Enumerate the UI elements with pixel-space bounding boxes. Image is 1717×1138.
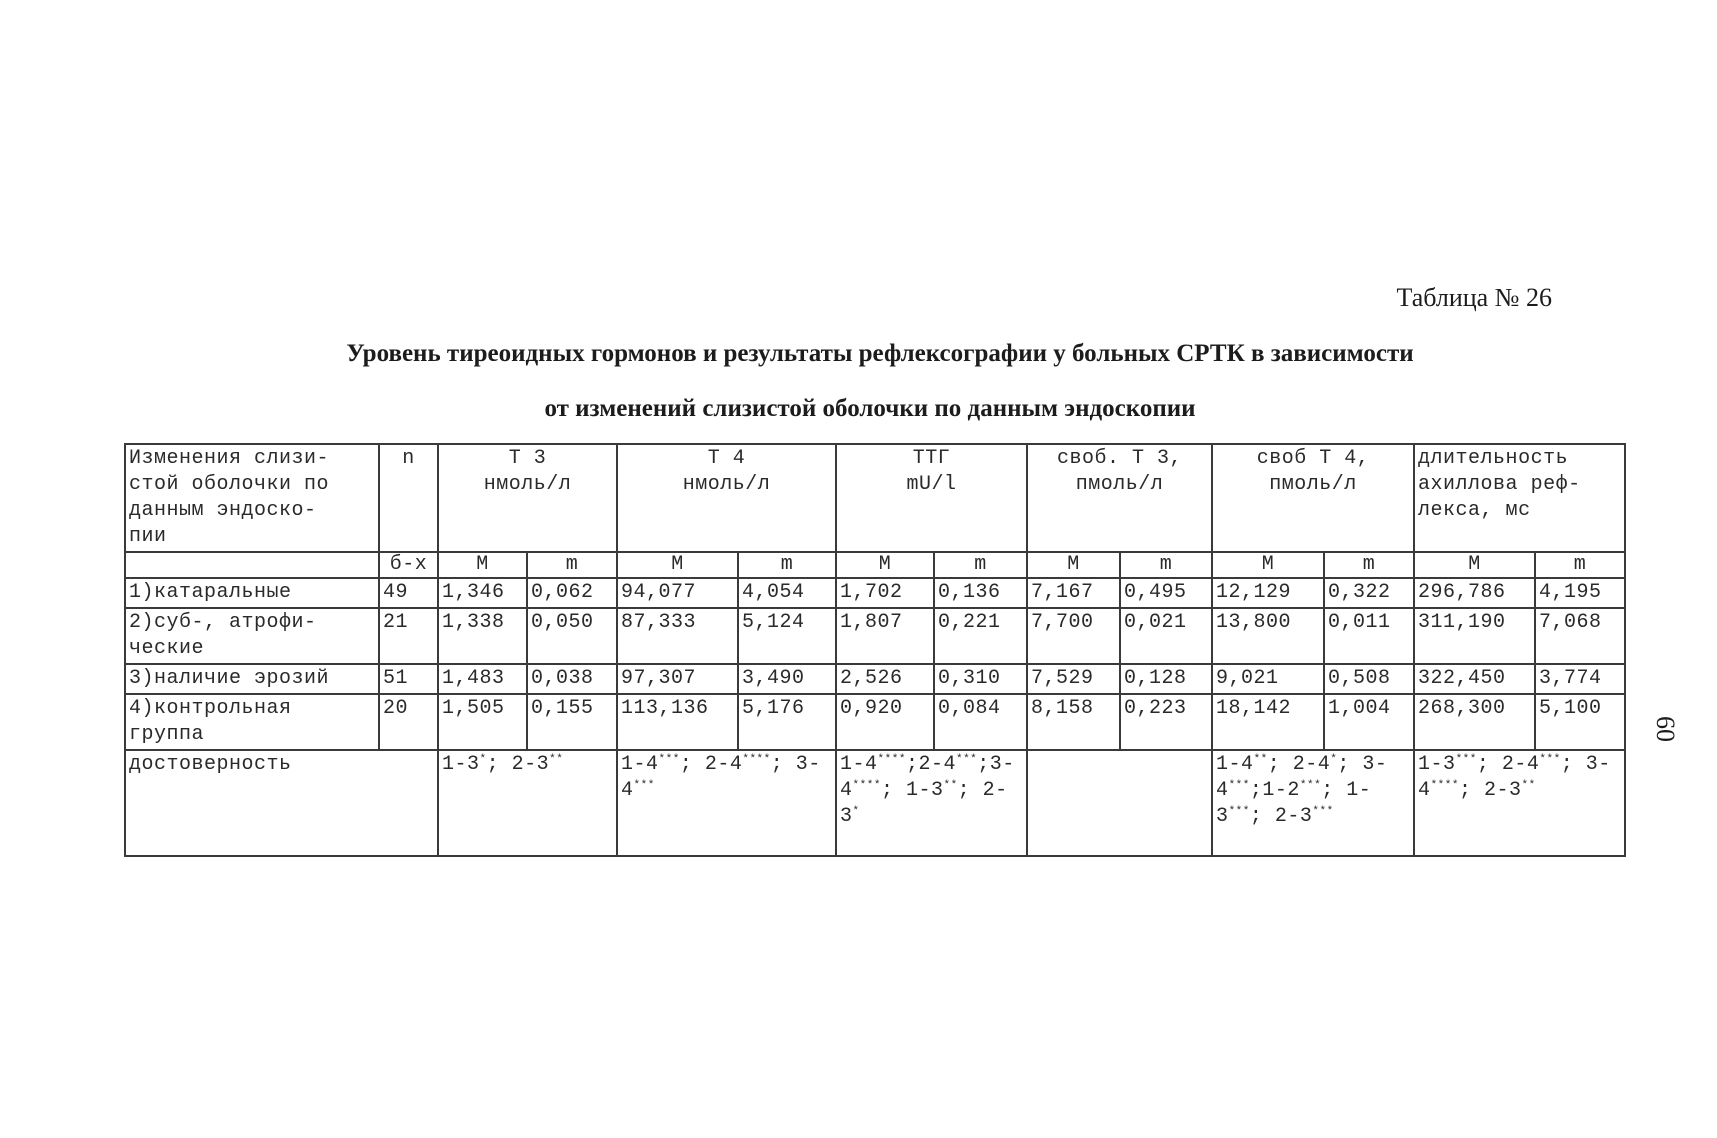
cell: 4,195 [1535, 578, 1625, 608]
header-free-t3-unit: пмоль/л [1075, 473, 1164, 496]
cell: 94,077 [617, 578, 738, 608]
cell: 5,176 [738, 694, 836, 750]
cell: 97,307 [617, 664, 738, 694]
significance-row [125, 750, 1625, 856]
cell: 0,084 [934, 694, 1027, 750]
cell: 0,495 [1120, 578, 1212, 608]
cell: 1,338 [438, 608, 527, 664]
sub-header-empty [125, 552, 379, 578]
cell: 1,483 [438, 664, 527, 694]
cell: 1,004 [1324, 694, 1414, 750]
cell: 0,062 [527, 578, 617, 608]
table-number: Таблица № 26 [1396, 283, 1552, 312]
significance-marker: * [479, 753, 487, 766]
header-free-t4-unit: пмоль/л [1269, 473, 1357, 496]
header-free-t3-name: своб. Т 3, [1057, 447, 1183, 470]
table-row [125, 664, 1625, 694]
significance-marker: **** [1430, 779, 1459, 792]
sub-header-cell: M [438, 552, 527, 578]
significance-t3: 1-3*; 2-3** [438, 750, 617, 856]
significance-marker: *** [1539, 753, 1561, 766]
significance-marker: **** [877, 753, 906, 766]
cell: 2,526 [836, 664, 934, 694]
header-free-t4 [1212, 444, 1414, 552]
significance-t4: 1-4***; 2-4****; 3-4*** [617, 750, 836, 856]
cell: 0,155 [527, 694, 617, 750]
cell: 0,050 [527, 608, 617, 664]
sub-header-cell: m [1535, 552, 1625, 578]
cell: 1,346 [438, 578, 527, 608]
sub-header-cell: m [1324, 552, 1414, 578]
sub-header-cell: M [1414, 552, 1535, 578]
row-label: 3)наличие эрозий [125, 664, 379, 694]
cell: 13,800 [1212, 608, 1324, 664]
row-n: 21 [379, 608, 438, 664]
header-t4 [617, 444, 836, 552]
row-n: 51 [379, 664, 438, 694]
cell: 12,129 [1212, 578, 1324, 608]
header-t4-name: Т 4 [707, 447, 746, 470]
significance-marker: ** [943, 779, 958, 792]
sub-header-cell: m [527, 552, 617, 578]
cell: 113,136 [617, 694, 738, 750]
row-n: 49 [379, 578, 438, 608]
header-ttg [836, 444, 1027, 552]
table-title-line1: Уровень тиреоидных гормонов и результаты рефлексографии у больных СРТК в зависимости [346, 340, 1414, 367]
table-row [125, 608, 1625, 664]
sub-header-n: б-х [379, 552, 438, 578]
cell: 0,221 [934, 608, 1027, 664]
significance-marker: ** [1521, 779, 1536, 792]
significance-marker: *** [1312, 805, 1334, 818]
group-header-row [125, 444, 1625, 552]
significance-marker: *** [658, 753, 680, 766]
cell: 268,300 [1414, 694, 1535, 750]
cell: 9,021 [1212, 664, 1324, 694]
header-label-line: Изменения слизи- [129, 447, 330, 470]
header-reflex-line: ахиллова реф- [1418, 473, 1581, 496]
header-label-cell [125, 444, 379, 552]
cell: 0,223 [1120, 694, 1212, 750]
hormone-table [124, 443, 1626, 857]
sub-header-cell: M [617, 552, 738, 578]
header-t3 [438, 444, 617, 552]
cell: 1,505 [438, 694, 527, 750]
significance-marker: *** [1228, 805, 1250, 818]
significance-marker: * [1330, 753, 1338, 766]
cell: 5,124 [738, 608, 836, 664]
row-n: 20 [379, 694, 438, 750]
sub-header-cell: m [934, 552, 1027, 578]
significance-marker: **** [742, 753, 771, 766]
header-t3-unit: нмоль/л [483, 473, 572, 496]
cell: 7,700 [1027, 608, 1120, 664]
row-label: 4)контрольная группа [125, 694, 379, 750]
significance-marker: *** [1299, 779, 1322, 792]
cell: 7,529 [1027, 664, 1120, 694]
header-reflex-line: длительность [1418, 447, 1569, 470]
significance-label: достоверность [125, 750, 438, 856]
table-title-line2: от изменений слизистой оболочки по данным эндоскопии [544, 395, 1196, 422]
cell: 0,310 [934, 664, 1027, 694]
cell: 7,167 [1027, 578, 1120, 608]
header-t4-unit: нмоль/л [682, 473, 771, 496]
cell: 0,038 [527, 664, 617, 694]
cell: 311,190 [1414, 608, 1535, 664]
significance-free-t3 [1027, 750, 1212, 856]
cell: 0,128 [1120, 664, 1212, 694]
cell: 87,333 [617, 608, 738, 664]
cell: 0,011 [1324, 608, 1414, 664]
cell: 8,158 [1027, 694, 1120, 750]
significance-marker: *** [1228, 779, 1250, 792]
header-free-t3 [1027, 444, 1212, 552]
header-reflex [1414, 444, 1625, 552]
header-ttg-name: ТТГ [912, 447, 951, 470]
cell: 0,021 [1120, 608, 1212, 664]
cell: 4,054 [738, 578, 836, 608]
table-row [125, 694, 1625, 750]
header-free-t4-name: своб Т 4, [1256, 447, 1370, 470]
header-t3-name: Т 3 [508, 447, 547, 470]
cell: 0,508 [1324, 664, 1414, 694]
significance-marker: *** [955, 753, 978, 766]
header-label-line: данным эндоско- [129, 499, 317, 522]
header-n: n [379, 444, 438, 552]
sub-header-cell: m [1120, 552, 1212, 578]
cell: 0,136 [934, 578, 1027, 608]
cell: 1,702 [836, 578, 934, 608]
cell: 3,490 [738, 664, 836, 694]
cell: 0,322 [1324, 578, 1414, 608]
header-ttg-unit: mU/l [906, 473, 957, 496]
cell: 7,068 [1535, 608, 1625, 664]
sub-header-cell: M [1027, 552, 1120, 578]
table-row [125, 578, 1625, 608]
cell: 18,142 [1212, 694, 1324, 750]
cell: 1,807 [836, 608, 934, 664]
sub-header-row [125, 552, 1625, 578]
sub-header-cell: M [1212, 552, 1324, 578]
cell: 322,450 [1414, 664, 1535, 694]
significance-marker: ** [549, 753, 564, 766]
row-label: 1)катаральные [125, 578, 379, 608]
row-label: 2)суб-, атрофи- ческие [125, 608, 379, 664]
cell: 296,786 [1414, 578, 1535, 608]
header-reflex-line: лекса, мс [1418, 499, 1531, 522]
page-number: 60 [1651, 716, 1680, 742]
header-label-line: пии [129, 525, 167, 548]
significance-free-t4: 1-4**; 2-4*; 3-4***;1-2***; 1-3***; 2-3*** [1212, 750, 1414, 856]
sub-header-cell: M [836, 552, 934, 578]
cell: 3,774 [1535, 664, 1625, 694]
header-label-line: стой оболочки по [129, 473, 330, 496]
cell: 0,920 [836, 694, 934, 750]
significance-ttg: 1-4****;2-4***;3-4****; 1-3**; 2-3* [836, 750, 1027, 856]
significance-marker: *** [1455, 753, 1477, 766]
significance-marker: *** [633, 779, 655, 792]
significance-marker: **** [852, 779, 881, 792]
significance-marker: ** [1253, 753, 1268, 766]
sub-header-cell: m [738, 552, 836, 578]
significance-marker: * [852, 805, 860, 818]
significance-reflex: 1-3***; 2-4***; 3-4****; 2-3** [1414, 750, 1625, 856]
cell: 5,100 [1535, 694, 1625, 750]
